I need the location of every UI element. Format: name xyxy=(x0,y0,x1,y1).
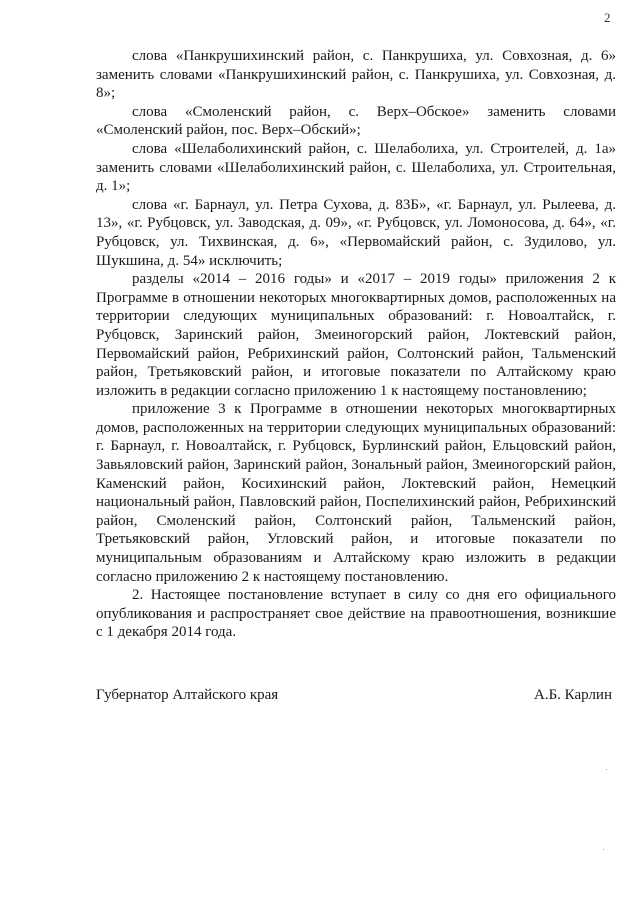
page-number: 2 xyxy=(604,10,611,25)
signature-block xyxy=(96,686,612,705)
paragraph-appendix-2-sections: разделы «2014 – 2016 годы» и «2017 – 2019 годы» приложения 2 к Программе в отношении некоторых многоквартирных домов, расположенных на территории следующих муниципальных образований: г. Новоалтайск, г. Рубцовск, Заринский район, Змеиногорский район, Локтевский район, Первомайский район, Ребрихинский район, Солтонский район, Тальменский район, Третьяковский район, и итоговые показатели по Алтайскому краю изложить в редакции согласно приложению 1 к настоящему постановлению; xyxy=(96,271,616,399)
paragraph-effective-date: 2. Настоящее постановление вступает в силу со дня его официального опубликования и распространяет свое действие на правоотношения, возникшие с 1 декабря 2014 года. xyxy=(96,587,616,641)
paragraph-excluded-addresses: слова «г. Барнаул, ул. Петра Сухова, д. 83Б», «г. Барнаул, ул. Рылеева, д. 13», «г. Рубцовск, ул. Заводская, д. 09», «г. Рубцовск, ул. Ломоносова, д. 64», «г. Рубцовск, ул. Тихвинская, д. 6», «Первомайский район, с. Зудилово, ул. Шукшина, д. 54» исключить; xyxy=(96,196,616,269)
paragraph-appendix-3: приложение 3 к Программе в отношении некоторых многоквартирных домов, расположенных на территории следующих муниципальных образований: г. Барнаул, г. Новоалтайск, г. Рубцовск, Бурлинский район, Ельцовский район, Завьяловский район, Заринский район, Зональный район, Змеиногорский район, Каменский район, Косихинский район, Локтевский район, Немецкий национальный район, Павловский район, Поспелихинский район, Ребрихинский район, Смоленский район, Солтонский район, Тальменский район, Третьяковский район, Угловский район, и итоговые показатели по муниципальным образованиям и Алтайскому краю изложить в редакции согласно приложению 2 к настоящему постановлению. xyxy=(96,401,616,585)
signatory-name: А.Б. Карлин xyxy=(533,687,612,703)
signatory-position: Губернатор Алтайского края xyxy=(96,687,279,703)
paragraph-smolensky: слова «Смоленский район, с. Верх–Обское» заменить словами «Смоленский район, пос. Верх–Обский»; xyxy=(96,103,616,139)
scan-speck xyxy=(603,849,604,850)
scan-speck xyxy=(606,769,607,770)
paragraph-panrushikha: слова «Панкрушихинский район, с. Панкрушиха, ул. Совхозная, д. 6» заменить словами «Панкрушихинский район, с. Панкрушиха, ул. Совхозная, д. 8»; xyxy=(96,48,616,102)
document-body xyxy=(96,47,616,642)
paragraph-shelabolikha: слова «Шелаболихинский район, с. Шелаболиха, ул. Строителей, д. 1а» заменить словами «Шелаболихинский район, с. Шелаболиха, ул. Строительная, д. 1»; xyxy=(96,140,616,195)
